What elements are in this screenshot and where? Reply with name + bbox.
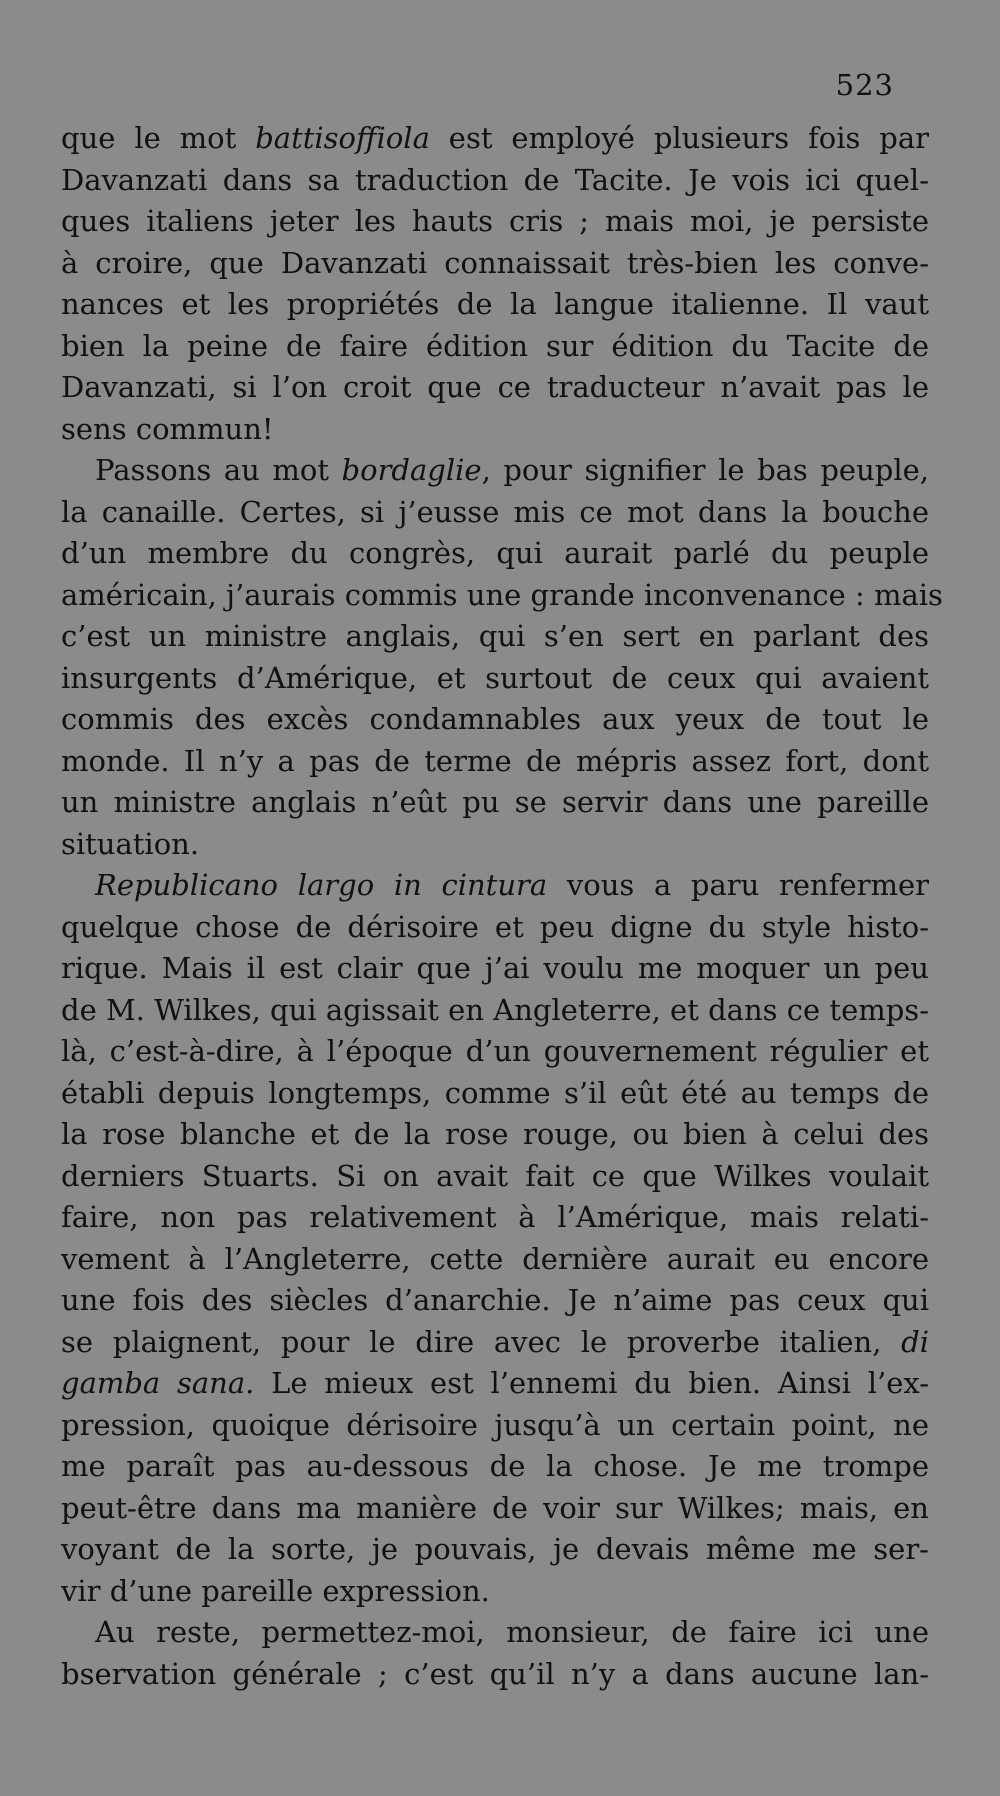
text-line: situation. (61, 826, 200, 861)
text-line: nances et les propriétés de la langue italienne. Il vaut (61, 287, 929, 321)
page-number: 523 (835, 68, 894, 102)
body-text (61, 118, 943, 1695)
text-line: que le mot battisoffiola est employé plusieurs fois par (61, 121, 930, 155)
text-line: monde. Il n’y a pas de terme de mépris assez fort, dont (61, 743, 929, 778)
text-line: la rose blanche et de la rose rouge, ou bien à celui des (61, 1117, 929, 1151)
text-line: un ministre anglais n’eût pu se servir dans une pareille (61, 785, 929, 819)
text-line: insurgents d’Amérique, et surtout de ceux qui avaient (61, 660, 929, 695)
text-line: gamba sana. Le mieux est l’ennemi du bien. Ainsi l’ex- (61, 1366, 930, 1400)
text-line: vir d’une pareille expression. (61, 1573, 490, 1608)
text-line: ques italiens jeter les hauts cris ; mais moi, je persiste (61, 204, 929, 238)
text-line: Au reste, permettez-moi, monsieur, de faire ici une (95, 1615, 929, 1649)
text-line: là, c’est-à-dire, à l’époque d’un gouvernement régulier et (61, 1034, 929, 1068)
text-line: voyant de la sorte, je pouvais, je devais même me ser- (61, 1532, 929, 1566)
text-line: d’un membre du congrès, qui aurait parlé du peuple (61, 536, 929, 570)
text-line: bien la peine de faire édition sur édition du Tacite de (61, 328, 929, 363)
text-line: commis des excès condamnables aux yeux de tout le (61, 702, 929, 736)
text-line: se plaignent, pour le dire avec le proverbe italien, di (61, 1324, 929, 1359)
text-line: pression, quoique dérisoire jusqu’à un certain point, ne (61, 1407, 929, 1442)
text-line: américain, j’aurais commis une grande inconvenance : mais (61, 577, 943, 612)
text-line: derniers Stuarts. Si on avait fait ce que Wilkes voulait (61, 1158, 929, 1193)
text-line: Davanzati dans sa traduction de Tacite. Je vois ici quel- (61, 162, 929, 197)
text-line: me paraît pas au-dessous de la chose. Je me trompe (61, 1449, 929, 1483)
text-line: faire, non pas relativement à l’Amérique, mais relati- (61, 1200, 929, 1234)
text-line: de M. Wilkes, qui agissait en Angleterre, et dans ce temps- (61, 992, 929, 1027)
text-line: bservation générale ; c’est qu’il n’y a dans aucune lan- (61, 1656, 929, 1691)
text-line: peut-être dans ma manière de voir sur Wilkes; mais, en (61, 1490, 929, 1525)
text-line: Passons au mot bordaglie, pour signifier le bas peuple, (95, 453, 929, 487)
text-line: rique. Mais il est clair que j’ai voulu me moquer un peu (61, 951, 929, 985)
text-line: une fois des siècles d’anarchie. Je n’aime pas ceux qui (61, 1283, 929, 1317)
text-line: établi depuis longtemps, comme s’il eût été au temps de (61, 1075, 929, 1110)
text-line: à croire, que Davanzati connaissait très-bien les conve- (61, 245, 929, 280)
text-line: Davanzati, si l’on croit que ce traducteur n’avait pas le (61, 370, 929, 404)
text-line: quelque chose de dérisoire et peu digne du style histo- (61, 909, 929, 944)
text-line: Republicano largo in cintura vous a paru renfermer (95, 868, 929, 902)
text-line: vement à l’Angleterre, cette dernière aurait eu encore (61, 1241, 929, 1276)
text-line: la canaille. Certes, si j’eusse mis ce mot dans la bouche (61, 494, 929, 529)
text-line: sens commun! (61, 411, 274, 446)
text-line: c’est un ministre anglais, qui s’en sert en parlant des (61, 619, 929, 653)
